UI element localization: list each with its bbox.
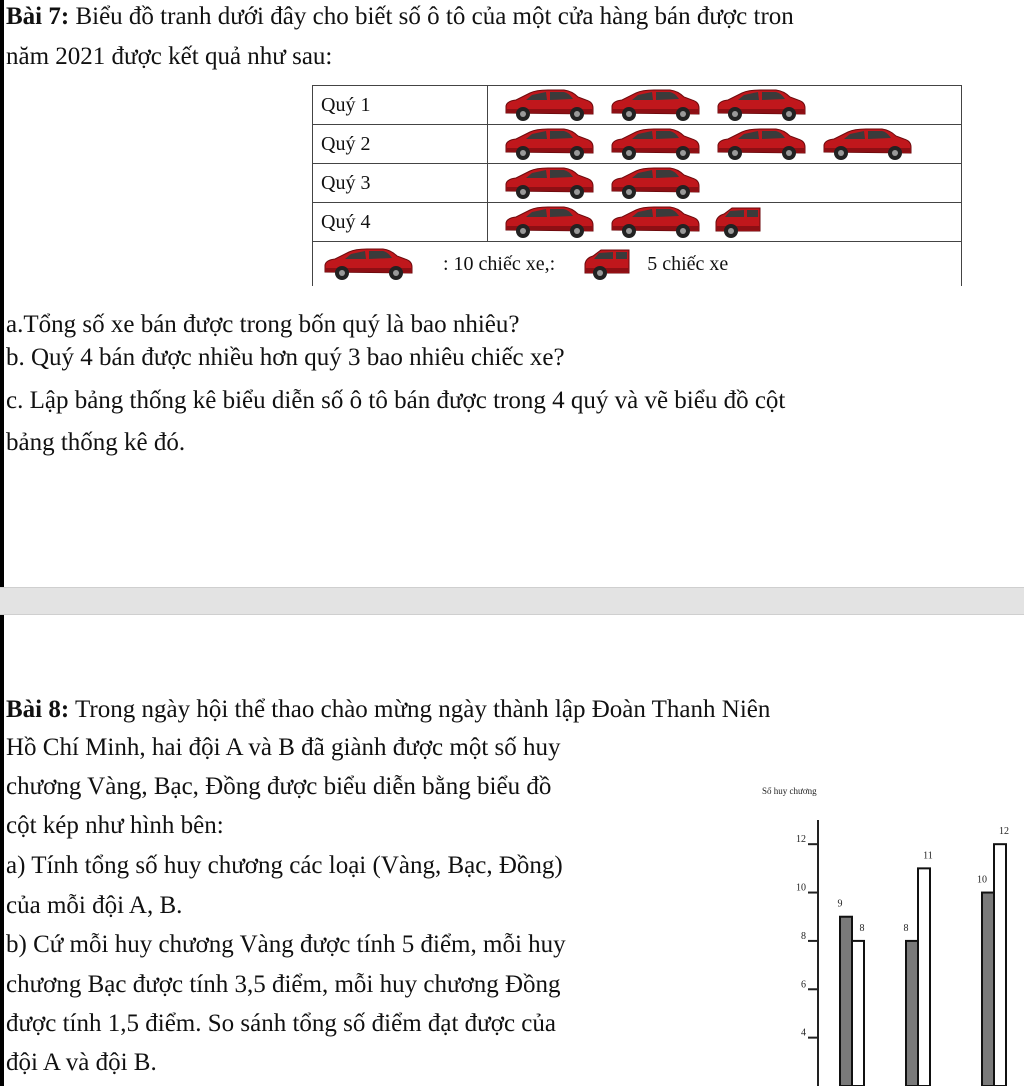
bar-value-label: 8 (903, 922, 909, 934)
bai8-line-9: được tính 1,5 điểm. So sánh tổng số điểm đạt được của (6, 1010, 556, 1037)
bai8-line-1-text: Trong ngày hội thể thao chào mừng ngày thành lập Đoàn Thanh Niên (69, 696, 771, 723)
bai8-line-2: Hồ Chí Minh, hai đội A và B đã giành được một số huy (6, 734, 561, 761)
bai7-question-c-line-2: bảng thống kê đó. (6, 429, 186, 456)
bai8-line-8: chương Bạc được tính 3,5 điểm, mỗi huy chương Đồng (6, 971, 561, 998)
bar-value-label: 11 (923, 850, 933, 862)
bai8-line-5: a) Tính tổng số huy chương các loại (Vàng, Bạc, Đồng) (6, 852, 563, 879)
bar-value-label: 9 (837, 898, 843, 910)
bai7-title: Bài 7: (6, 3, 70, 30)
car-icon (321, 246, 415, 282)
y-tick-label: 6 (801, 979, 806, 991)
bai7-intro-text: Biểu đồ tranh dưới đây cho biết số ô tô của một cửa hàng bán được tron (69, 3, 794, 30)
chart-bar (840, 917, 852, 1086)
legend-half-text: 5 chiếc xe (647, 252, 729, 275)
car-icon (608, 126, 702, 162)
bai8-line-7: b) Cứ mỗi huy chương Vàng được tính 5 điểm, mỗi huy (6, 931, 566, 958)
car-icon (608, 165, 702, 201)
y-tick-label: 12 (796, 834, 806, 846)
pict-row-label: Quý 3 (313, 164, 488, 203)
pict-row-q3 (313, 164, 962, 203)
pict-row-cars (488, 86, 962, 125)
bai7-intro-line-2: năm 2021 được kết quả như sau: (6, 43, 333, 70)
page-left-border (0, 0, 4, 1086)
bai7-question-a: a.Tổng số xe bán được trong bốn quý là bao nhiêu? (6, 311, 520, 338)
pict-row-label: Quý 1 (313, 86, 488, 125)
y-axis-label: Số huy chương (762, 786, 817, 796)
pict-row-cars (488, 203, 962, 242)
half-car-icon (583, 246, 631, 282)
y-tick-label: 4 (801, 1027, 806, 1039)
pict-row-q2 (313, 125, 962, 164)
pict-row-label: Quý 2 (313, 125, 488, 164)
bai7-question-b: b. Quý 4 bán được nhiều hơn quý 3 bao nhiêu chiếc xe? (6, 344, 565, 371)
y-tick-label: 8 (801, 930, 806, 942)
y-tick-label: 10 (796, 882, 806, 894)
chart-bar (982, 893, 994, 1086)
pict-row-q1 (313, 86, 962, 125)
bai8-line-4: cột kép như hình bên: (6, 812, 224, 839)
car-icon (502, 126, 596, 162)
pict-row-label: Quý 4 (313, 203, 488, 242)
bai8-line-10: đội A và đội B. (6, 1049, 157, 1076)
car-icon (714, 87, 808, 123)
car-icon (502, 87, 596, 123)
page-separator (0, 587, 1024, 615)
pictograph-table (312, 85, 962, 286)
half-car-icon (714, 204, 762, 240)
chart-bar (906, 941, 918, 1086)
bai7-intro-line-1 (6, 2, 794, 32)
pict-row-cars (488, 125, 962, 164)
bar-value-label: 10 (977, 874, 987, 886)
car-icon (502, 165, 596, 201)
bai8-line-3: chương Vàng, Bạc, Đồng được biểu diễn bằng biểu đồ (6, 773, 552, 800)
car-icon (608, 204, 702, 240)
car-icon (820, 126, 914, 162)
car-icon (502, 204, 596, 240)
bai8-line-1 (6, 695, 770, 725)
car-icon (714, 126, 808, 162)
legend-full-text: : 10 chiếc xe,: (443, 252, 556, 275)
bai7-question-c-line-1: c. Lập bảng thống kê biểu diễn số ô tô bán được trong 4 quý và vẽ biểu đồ cột (6, 387, 786, 414)
medal-chart-svg (750, 770, 1024, 1086)
pict-legend-cell (313, 242, 962, 287)
chart-bar (852, 941, 864, 1086)
bar-value-label: 12 (999, 826, 1009, 838)
bai8-title: Bài 8: (6, 696, 70, 723)
pict-row-q4 (313, 203, 962, 242)
chart-bar (918, 868, 930, 1086)
pict-legend-row (313, 242, 962, 287)
car-icon (608, 87, 702, 123)
medal-bar-chart (750, 770, 1024, 1086)
bai8-line-6: của mỗi đội A, B. (6, 892, 183, 919)
bar-value-label: 8 (859, 922, 865, 934)
pict-row-cars (488, 164, 962, 203)
chart-bar (994, 844, 1006, 1086)
